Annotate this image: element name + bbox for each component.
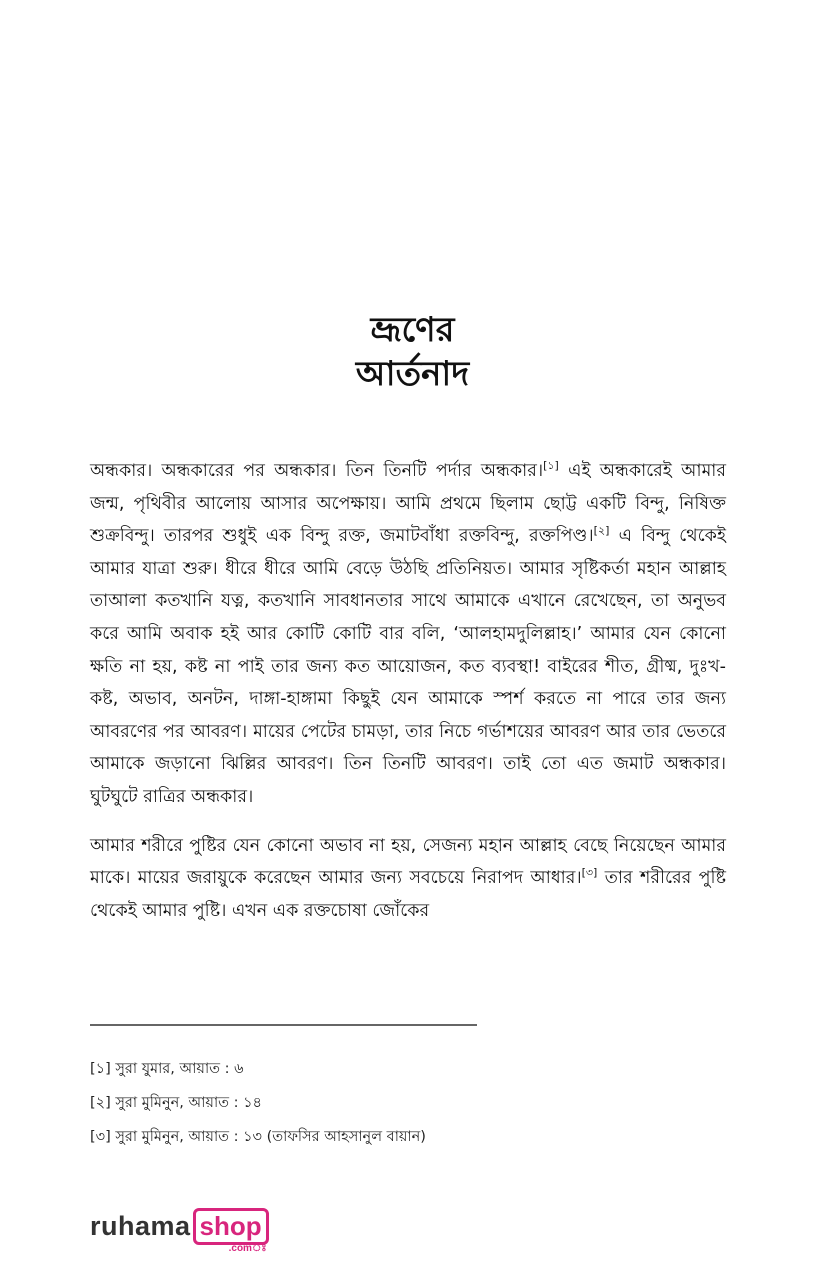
paragraph-1-text-b: এই অন্ধকারেই আমার জন্ম, পৃথিবীর আলোয় আসার অপেক্ষায়। আমি প্রথমে ছিলাম ছোট্ট একটি বিন্দু, নিষিক্ত শুক্রবিন্দু। তারপর শুধুই এক বিন্দু রক্ত, জমাটবাঁধা রক্তবিন্দু, রক্তপিণ্ড।	[90, 461, 726, 547]
footnote-2: [২] সুরা মুমিনুন, আয়াত : ১৪	[90, 1095, 262, 1111]
footnote-ref-1[interactable]: [১]	[543, 459, 559, 473]
chapter-body	[90, 455, 726, 943]
logo-domain-text: .comঃ	[228, 1243, 267, 1254]
logo-shop-box	[193, 1208, 269, 1254]
paragraph-2-text-b: তার শরীরের পুষ্টি থেকেই আমার পুষ্টি। এখন এক রক্তচোষা জোঁকের	[90, 868, 726, 921]
paragraph-1-text-a: অন্ধকার। অন্ধকারের পর অন্ধকার। তিন তিনটি পর্দার অন্ধকার।	[90, 461, 544, 481]
logo-ruhama-text: ruhama	[90, 1211, 191, 1241]
footnote-ref-3[interactable]: [৩]	[581, 866, 598, 880]
footnote-ref-2[interactable]: [২]	[593, 524, 610, 538]
footnote-divider	[90, 1024, 477, 1026]
chapter-title-line-2: আর্তনাদ	[355, 354, 470, 394]
paragraph-2-text-a: আমার শরীরে পুষ্টির যেন কোনো অভাব না হয়, সেজন্য মহান আল্লাহ বেছে নিয়েছেন আমার মাকে। মায়ের জরায়ুকে করেছেন আমার জন্য সবচেয়ে নিরাপদ আধার।	[90, 835, 726, 889]
footnote-3: [৩] সুরা মুমিনুন, আয়াত : ১৩ (তাফসির আহসানুল বায়ান)	[90, 1129, 426, 1145]
chapter-title-line-1: ভ্রূণের	[370, 310, 455, 350]
logo-shop-text: shop	[193, 1208, 269, 1245]
paragraph-1	[90, 455, 726, 814]
footnotes	[90, 1052, 730, 1154]
paragraph-1-text-c: এ বিন্দু থেকেই আমার যাত্রা শুরু। ধীরে ধীরে আমি বেড়ে উঠছি প্রতিনিয়ত। আমার সৃষ্টিকর্তা মহান আল্লাহ তাআলা কতখানি যত্ন, কতখানি সাবধানতার সাথে আমাকে এখানে রেখেছেন, তা অনুভব করে আমি অবাক হই আর কোটি কোটি বার বলি, ‘আলহামদুলিল্লাহ।’ আমার যেন কোনো ক্ষতি না হয়, কষ্ট না পাই তার জন্য কত আয়োজন, কত ব্যবস্থা! বাইরের শীত, গ্রীষ্ম, দুঃখ-কষ্ট, অভাব, অনটন, দাঙ্গা-হাঙ্গামা কিছুই যেন আমাকে স্পর্শ করতে না পারে তার জন্য আবরণের পর আবরণ। মায়ের পেটের চামড়া, তার নিচে গর্ভাশয়ের আবরণ আর তার ভেতরে আমাকে জড়ানো ঝিল্লির আবরণ। তিন তিনটি আবরণ। তাই তো এত জমাট অন্ধকার। ঘুটঘুটে রাত্রির অন্ধকার।	[90, 526, 726, 807]
footnote-1: [১] সুরা যুমার, আয়াত : ৬	[90, 1061, 244, 1077]
paragraph-2	[90, 830, 726, 928]
chapter-title	[0, 308, 825, 396]
ruhamashop-logo	[90, 1208, 269, 1258]
